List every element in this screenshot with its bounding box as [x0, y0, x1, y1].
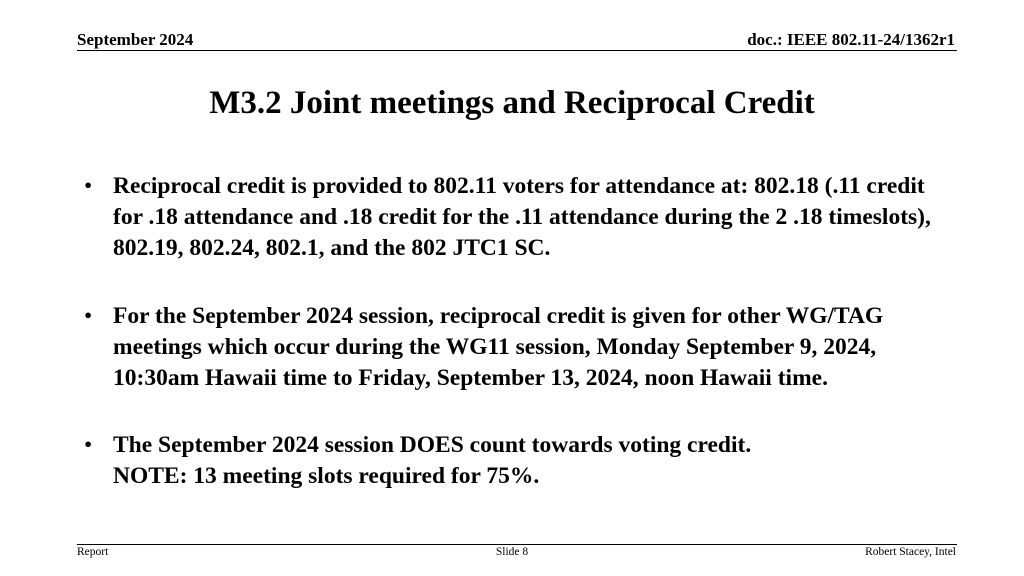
bullet-icon: • [84, 303, 93, 329]
bullet-item-september-session [84, 301, 954, 394]
bullet-icon: • [84, 432, 93, 458]
footer-author: Robert Stacey, Intel [865, 546, 956, 558]
slide-title: M3.2 Joint meetings and Reciprocal Credit [209, 85, 815, 121]
bullet-list [84, 171, 954, 492]
bullet-item-reciprocal-credit [84, 171, 954, 264]
slide-number: Slide 8 [495, 546, 529, 558]
bullet-text: Reciprocal credit is provided to 802.11 voters for attendance at: 802.18 (.11 credit for .18 attendance and .18 credit for the .11 attendance during the 2 .18 timeslots), 802.19, 802.24, 802.1, and the 802 JTC1 SC. [113, 173, 931, 261]
bullet-item-voting-credit [84, 430, 954, 492]
bullet-text-line-1: The September 2024 session DOES count towards voting credit. [113, 432, 752, 458]
bullet-text: For the September 2024 session, reciprocal credit is given for other WG/TAG meetings which occur during the WG11 session, Monday September 9, 2024, 10:30am Hawaii time to Friday, September 13, 2024, noon Hawaii time. [113, 303, 884, 391]
footer-left: Report [77, 546, 109, 558]
header-divider [77, 50, 957, 51]
header-doc-id: doc.: IEEE 802.11-24/1362r1 [747, 30, 955, 49]
bullet-icon: • [84, 173, 93, 199]
header-date: September 2024 [77, 30, 194, 49]
bullet-text-line-2: NOTE: 13 meeting slots required for 75%. [113, 463, 540, 489]
footer-divider [77, 544, 957, 545]
